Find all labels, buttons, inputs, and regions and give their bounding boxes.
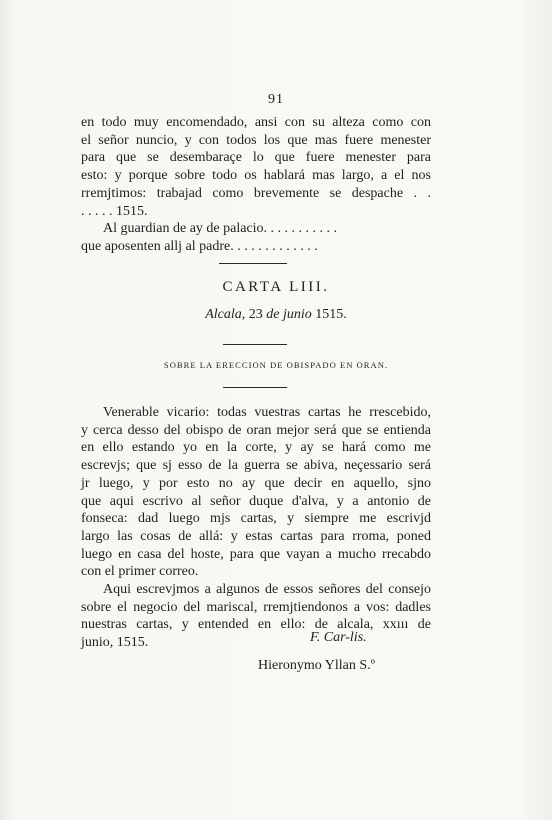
- letter-subject: SOBRE LA ERECCION DE OBISPADO EN ORAN.: [163, 360, 389, 370]
- text-line: . . . . . 1515.: [81, 203, 148, 219]
- text-line: Venerable vicario: todas vuestras cartas he rrescebido,: [103, 405, 431, 420]
- text-line: largo las cosas de allá: y estas cartas para rroma, poned: [81, 528, 431, 544]
- letter-date: [0, 307, 552, 323]
- text-line: jr luego, y por esto no ay que decir en aquello, sjno: [81, 475, 431, 491]
- date-place: Alcala,: [205, 307, 246, 322]
- text-line: para que se desembaraçe lo que fuere menester para: [81, 150, 431, 166]
- date-day: 23: [248, 307, 263, 322]
- text-line: junio, 1515.: [81, 635, 149, 651]
- page-number: 91: [268, 92, 284, 107]
- text-line: luego en casa del hoste, para que vayan a mucho rrecabdo: [81, 546, 431, 562]
- text-line: en todo muy encomendado, ansi con su alteza como con: [81, 115, 431, 130]
- separator-rule: [219, 263, 287, 264]
- text-line: en ello estando yo en la corte, y ay se hará como me: [81, 440, 431, 456]
- separator-rule: [223, 387, 287, 388]
- text-line: escrevjs; que sj esso de la guerra se abiva, neçessario será: [81, 458, 431, 474]
- date-de: de: [266, 307, 280, 322]
- text-line: Al guardian de ay de palacio. . . . . . . . . . .: [103, 221, 338, 237]
- text-line: el señor nuncio, y con todos los que mas fuere menester: [81, 132, 431, 148]
- letter-heading: CARTA LIII.: [222, 279, 330, 295]
- preceding-letter-ending: [81, 114, 431, 256]
- signature: F. Car-lis.: [310, 630, 367, 645]
- text-line: nuestras cartas, y entended en ello: de alcala, xxııı de: [81, 617, 431, 633]
- text-line: que aqui escrivo al señor duque d'alva, y a antonio de: [81, 493, 431, 509]
- date-year: 1515.: [315, 307, 347, 322]
- separator-rule: [223, 344, 287, 345]
- text-line: esto: y porque sobre todo os hablará mas largo, a el nos: [81, 168, 431, 184]
- text-line: sobre el negocio del mariscal, rremjtiendonos a vos: dadles: [81, 599, 431, 615]
- letter-body: [81, 404, 431, 652]
- date-month: junio: [282, 307, 312, 322]
- text-line: Aqui escrevjmos a algunos de essos señores del consejo: [103, 582, 431, 598]
- text-line: rremjtimos: trabajad como brevemente se despache . .: [81, 185, 431, 201]
- text-line: y cerca desso del obispo de oran mejor será que se entienda: [81, 422, 431, 438]
- text-line: fonseca: dad luego mjs cartas, y siempre me escrivjd: [81, 511, 431, 527]
- text-line: con el primer correo.: [81, 564, 199, 580]
- secretary-signature: Hieronymo Yllan S.º: [258, 658, 375, 673]
- text-line: que aposenten allj al padre. . . . . . . . . . . . .: [81, 238, 318, 254]
